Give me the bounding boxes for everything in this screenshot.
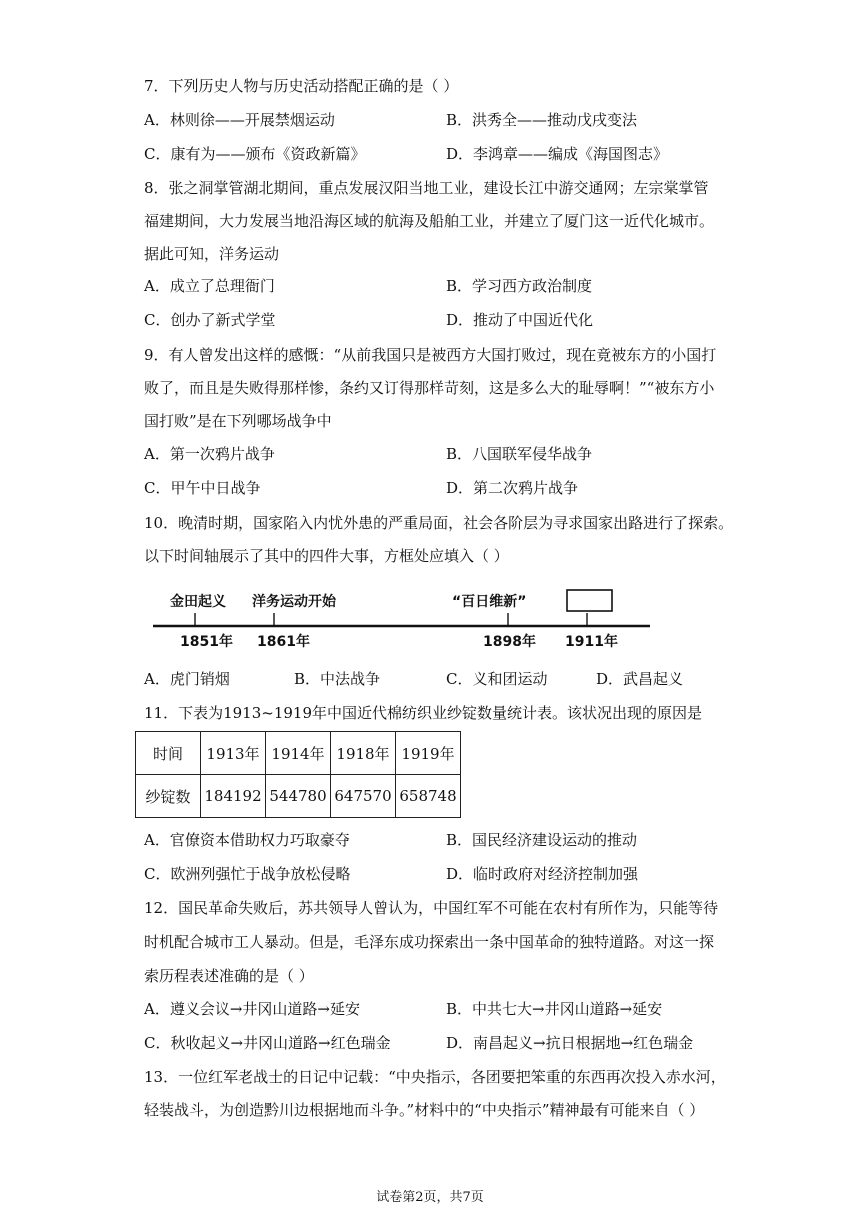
q8-stem-line-3: 据此可知，洋务运动 — [144, 245, 280, 263]
q12-option-d[interactable]: D．南昌起义→抗日根据地→红色瑞金 — [446, 1034, 694, 1052]
table-row — [136, 732, 461, 775]
q13-stem-line-2: 轻装战斗，为创造黔川边根据地而斗争。”材料中的“中央指示”精神最有可能来自（ ） — [144, 1101, 705, 1119]
q10-timeline — [150, 584, 650, 654]
table-value-1918: 647570 — [331, 775, 396, 818]
q10-option-a[interactable]: A．虎门销烟 — [144, 670, 230, 688]
timeline-event-3: “百日维新” — [452, 594, 527, 610]
q10-stem-line-1: 10．晚清时期，国家陷入内忧外患的严重局面，社会各阶层为寻求国家出路进行了探索。 — [144, 514, 734, 532]
q11-option-a[interactable]: A．官僚资本借助权力巧取豪夺 — [144, 831, 350, 849]
q10-stem-line-2: 以下时间轴展示了其中的四件大事，方框处应填入（ ） — [144, 547, 509, 565]
q9-stem-line-1: 9．有人曾发出这样的感慨：“从前我国只是被西方大国打败过，现在竟被东方的小国打 — [144, 346, 717, 364]
spindle-table — [135, 731, 461, 818]
table-row — [136, 775, 461, 818]
q9-option-d[interactable]: D．第二次鸦片战争 — [446, 479, 579, 497]
q13-stem-line-1: 13．一位红军老战士的日记中记载：“中央指示，各团要把笨重的东西再次投入赤水河， — [144, 1068, 726, 1086]
q7-stem: 7．下列历史人物与历史活动搭配正确的是（ ） — [144, 77, 459, 95]
q9-option-a[interactable]: A．第一次鸦片战争 — [144, 445, 275, 463]
q12-option-c[interactable]: C．秋收起义→井冈山道路→红色瑞金 — [144, 1034, 391, 1052]
q10-option-c[interactable]: C．义和团运动 — [446, 670, 548, 688]
timeline-year-1898: 1898年 — [483, 634, 536, 650]
table-value-1919: 658748 — [396, 775, 461, 818]
q7-option-a[interactable]: A．林则徐——开展禁烟运动 — [144, 111, 335, 129]
timeline-blank-box — [567, 590, 612, 611]
timeline-event-1: 金田起义 — [170, 594, 226, 610]
q12-option-a[interactable]: A．遵义会议→井冈山道路→延安 — [144, 1000, 360, 1018]
q12-stem-line-2: 时机配合城市工人暴动。但是，毛泽东成功探索出一条中国革命的独特道路。对这一探 — [144, 933, 715, 951]
q11-option-c[interactable]: C．欧洲列强忙于战争放松侵略 — [144, 865, 351, 883]
q8-option-b[interactable]: B．学习西方政治制度 — [446, 277, 593, 295]
q11-option-d[interactable]: D．临时政府对经济控制加强 — [446, 865, 639, 883]
timeline-year-1861: 1861年 — [257, 634, 310, 650]
q12-stem-line-3: 索历程表述准确的是（ ） — [144, 967, 314, 985]
q7-option-c[interactable]: C．康有为——颁布《资政新篇》 — [144, 145, 366, 163]
table-year-1914: 1914年 — [266, 732, 331, 775]
table-value-1913: 184192 — [201, 775, 266, 818]
q7-option-b[interactable]: B．洪秀全——推动戊戌变法 — [446, 111, 638, 129]
table-header-label: 时间 — [136, 732, 201, 775]
table-row-label: 纱锭数 — [136, 775, 201, 818]
q9-option-b[interactable]: B．八国联军侵华战争 — [446, 445, 593, 463]
q8-option-c[interactable]: C．创办了新式学堂 — [144, 311, 276, 329]
table-year-1919: 1919年 — [396, 732, 461, 775]
table-year-1913: 1913年 — [201, 732, 266, 775]
q10-option-b[interactable]: B．中法战争 — [294, 670, 381, 688]
q8-option-a[interactable]: A．成立了总理衙门 — [144, 277, 275, 295]
q8-stem-line-1: 8．张之洞掌管湖北期间，重点发展汉阳当地工业，建设长江中游交通网；左宗棠掌管 — [144, 179, 709, 197]
q11-option-b[interactable]: B．国民经济建设运动的推动 — [446, 831, 638, 849]
q9-stem-line-2: 败了，而且是失败得那样惨，条约又订得那样苛刻，这是多么大的耻辱啊！”“被东方小 — [144, 379, 715, 397]
page-footer: 试卷第2页，共7页 — [376, 1190, 484, 1205]
q9-option-c[interactable]: C．甲午中日战争 — [144, 479, 261, 497]
table-value-1914: 544780 — [266, 775, 331, 818]
timeline-year-1911: 1911年 — [565, 634, 618, 650]
q12-stem-line-1: 12．国民革命失败后，苏共领导人曾认为，中国红军不可能在农村有所作为，只能等待 — [144, 899, 719, 917]
timeline-year-1851: 1851年 — [180, 634, 233, 650]
timeline-event-2: 洋务运动开始 — [252, 594, 336, 610]
q7-option-d[interactable]: D．李鸿章——编成《海国图志》 — [446, 145, 669, 163]
table-year-1918: 1918年 — [331, 732, 396, 775]
q10-option-d[interactable]: D．武昌起义 — [596, 670, 684, 688]
q12-option-b[interactable]: B．中共七大→井冈山道路→延安 — [446, 1000, 663, 1018]
q9-stem-line-3: 国打败”是在下列哪场战争中 — [144, 412, 332, 430]
q8-option-d[interactable]: D．推动了中国近代化 — [446, 311, 594, 329]
q11-stem: 11．下表为1913~1919年中国近代棉纺织业纱锭数量统计表。该状况出现的原因是 — [144, 704, 703, 722]
q8-stem-line-2: 福建期间，大力发展当地沿海区域的航海及船舶工业，并建立了厦门这一近代化城市。 — [144, 212, 715, 230]
